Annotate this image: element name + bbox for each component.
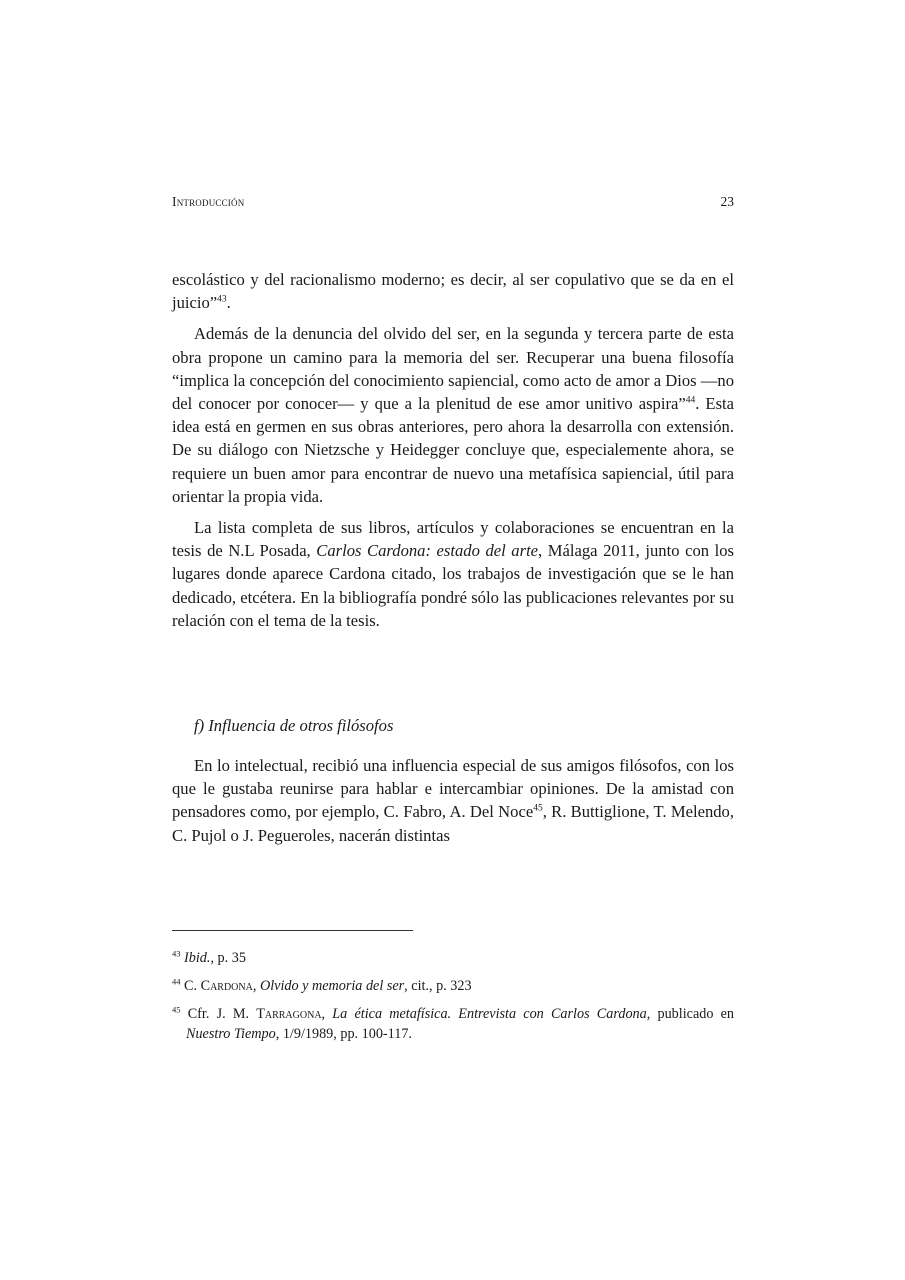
paragraph-2: Además de la denuncia del olvido del ser, en la segunda y tercera parte de esta obra propone un camino para la memoria del ser. Recuperar una buena filosofía “implica la concepción del conocimiento sapiencial, como acto de amor a Dios —no del conocer por conocer— y que a la plenitud de ese amor unitivo aspira”$^{44}$. Esta idea está en germen en sus obras anteriores, pero ahora la desarrolla con extensión. De su diálogo con Nietzsche y Heidegger concluye que, especialemente ahora, se requiere un buen amor para encontrar de nuevo una metafísica sapiencial, útil para orientar la propia vida.	[172, 324, 734, 506]
section-heading: f) Influencia de otros filósofos	[194, 716, 394, 735]
footnote-ref-44[interactable]: 44	[685, 395, 696, 406]
cited-title: Carlos Cardona: estado del arte	[316, 541, 539, 561]
footnote-ref-45[interactable]: 45	[533, 803, 543, 814]
section-body	[172, 754, 734, 847]
running-header	[172, 194, 734, 210]
footnote-44: $^{44}$ C. Cardona, Olvido y memoria del ser, cit., p. 323	[172, 976, 472, 994]
author-name: Cardona	[200, 978, 253, 994]
body-text	[172, 268, 734, 640]
footnotes	[172, 948, 734, 1052]
footnote-43: $^{43}$ Ibid., p. 35	[172, 948, 246, 966]
paragraph-1: escolástico y del racionalismo moderno; es decir, al ser copulativo que se da en el juicio”$^{43}$.	[172, 270, 734, 313]
footnote-ref-43[interactable]: 43	[217, 294, 227, 305]
author-name: Tarragona	[256, 1006, 322, 1022]
footnote-45: $^{45}$ Cfr. J. M. Tarragona, La ética metafísica. Entrevista con Carlos Cardona, publicado en Nuestro Tiempo, 1/9/1989, pp. 100-117.	[172, 1004, 735, 1042]
section-paragraph-1: En lo intelectual, recibió una influencia especial de sus amigos filósofos, con los que le gustaba reunirse para hablar e intercambiar opiniones. De la amistad con pensadores como, por ejemplo, C. Fabro, A. Del Noce$^{45}$, R. Buttiglione, T. Melendo, C. Pujol o J. Pegueroles, nacerán distintas	[172, 756, 734, 845]
paragraph-3: La lista completa de sus libros, artículos y colaboraciones se encuentran en la tesis de N.L Posada, Carlos Cardona: estado del arte, Málaga 2011, junto con los lugares donde aparece Cardona citado, los trabajos de investigación que se le han dedicado, etcétera. En la bibliografía pondré sólo las publicaciones relevantes por su relación con el tema de la tesis.	[172, 518, 734, 630]
page-number: 23	[720, 194, 734, 209]
running-title: Introducción	[172, 194, 245, 209]
footnote-divider	[172, 930, 413, 931]
